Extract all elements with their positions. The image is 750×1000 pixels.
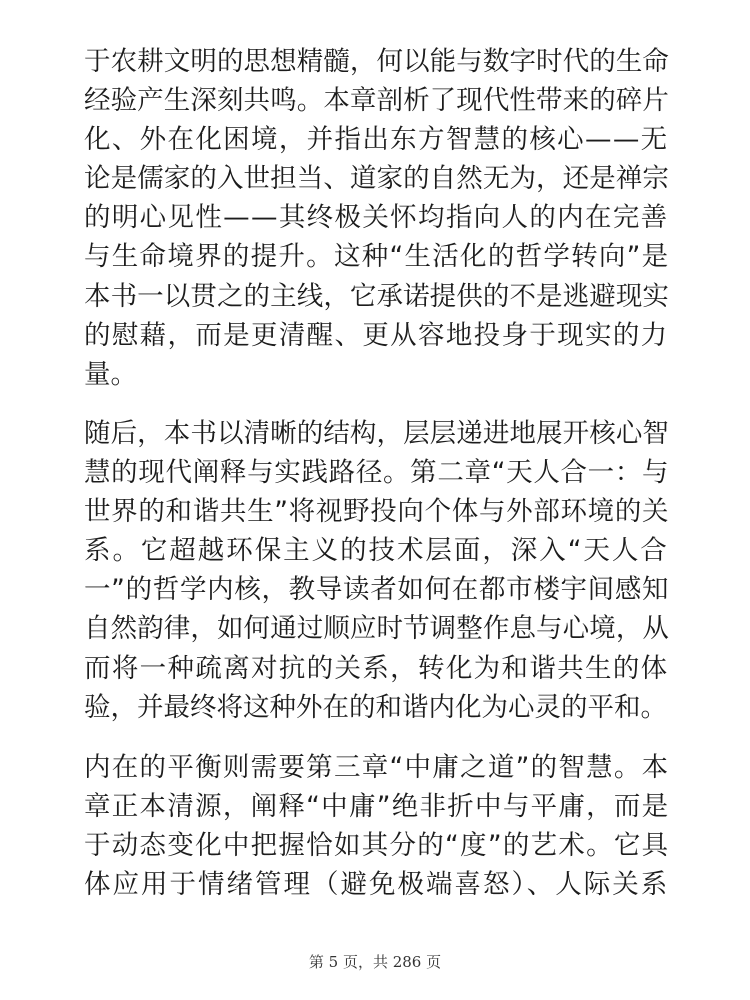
paragraph-line: 一”的哲学内核，教导读者如何在都市楼宇间感知 (84, 574, 670, 606)
paragraph-line: 自然韵律，如何通过顺应时节调整作息与心境，从 (84, 613, 669, 645)
paragraph-line: 随后，本书以清晰的结构，层层递进地展开核心智 (84, 418, 669, 449)
paragraph-line: 论是儒家的入世担当、道家的自然无为，还是禅宗 (84, 163, 669, 195)
paragraph-line: 于动态变化中把握恰如其分的“度”的艺术。它具 (84, 830, 670, 862)
paragraph-line: 与生命境界的提升。这种“生活化的哲学转向”是 (84, 241, 670, 273)
paragraph-line: 慧的现代阐释与实践路径。第二章“天人合一：与 (84, 457, 670, 489)
paragraph-line: 体应用于情绪管理（避免极端喜怒）、人际关系 (84, 869, 670, 901)
paragraph-line: 的慰藉，而是更清醒、更从容地投身于现实的力 (84, 319, 669, 351)
paragraph-line: 化、外在化困境，并指出东方智慧的核心——无 (84, 124, 669, 156)
paragraph-line: 而将一种疏离对抗的关系，转化为和谐共生的体 (84, 652, 669, 684)
paragraph-line: 世界的和谐共生”将视野投向个体与外部环境的关 (84, 496, 670, 528)
paragraph-line: 量。 (84, 358, 137, 390)
paragraph-line: 章正本清源，阐释“中庸”绝非折中与平庸，而是 (84, 791, 670, 823)
page-number-footer: 第 5 页，共 286 页 (308, 953, 442, 971)
paragraph-line: 验，并最终将这种外在的和谐内化为心灵的平和。 (84, 691, 667, 723)
paragraph-line: 内在的平衡则需要第三章“中庸之道”的智慧。本 (84, 752, 670, 783)
paragraph-2 (84, 414, 669, 727)
paragraph-line: 系。它超越环保主义的技术层面，深入“天人合 (84, 535, 669, 567)
paragraph-line: 于农耕文明的思想精髓，何以能与数字时代的生命 (84, 46, 669, 77)
paragraph-line: 本书一以贯之的主线，它承诺提供的不是逃避现实 (84, 280, 669, 312)
paragraph-line: 经验产生深刻共鸣。本章剖析了现代性带来的碎片 (84, 85, 669, 117)
paragraph-3 (84, 748, 669, 904)
paragraph-1 (84, 42, 669, 394)
paragraph-line: 的明心见性——其终极关怀均指向人的内在完善 (84, 202, 669, 234)
